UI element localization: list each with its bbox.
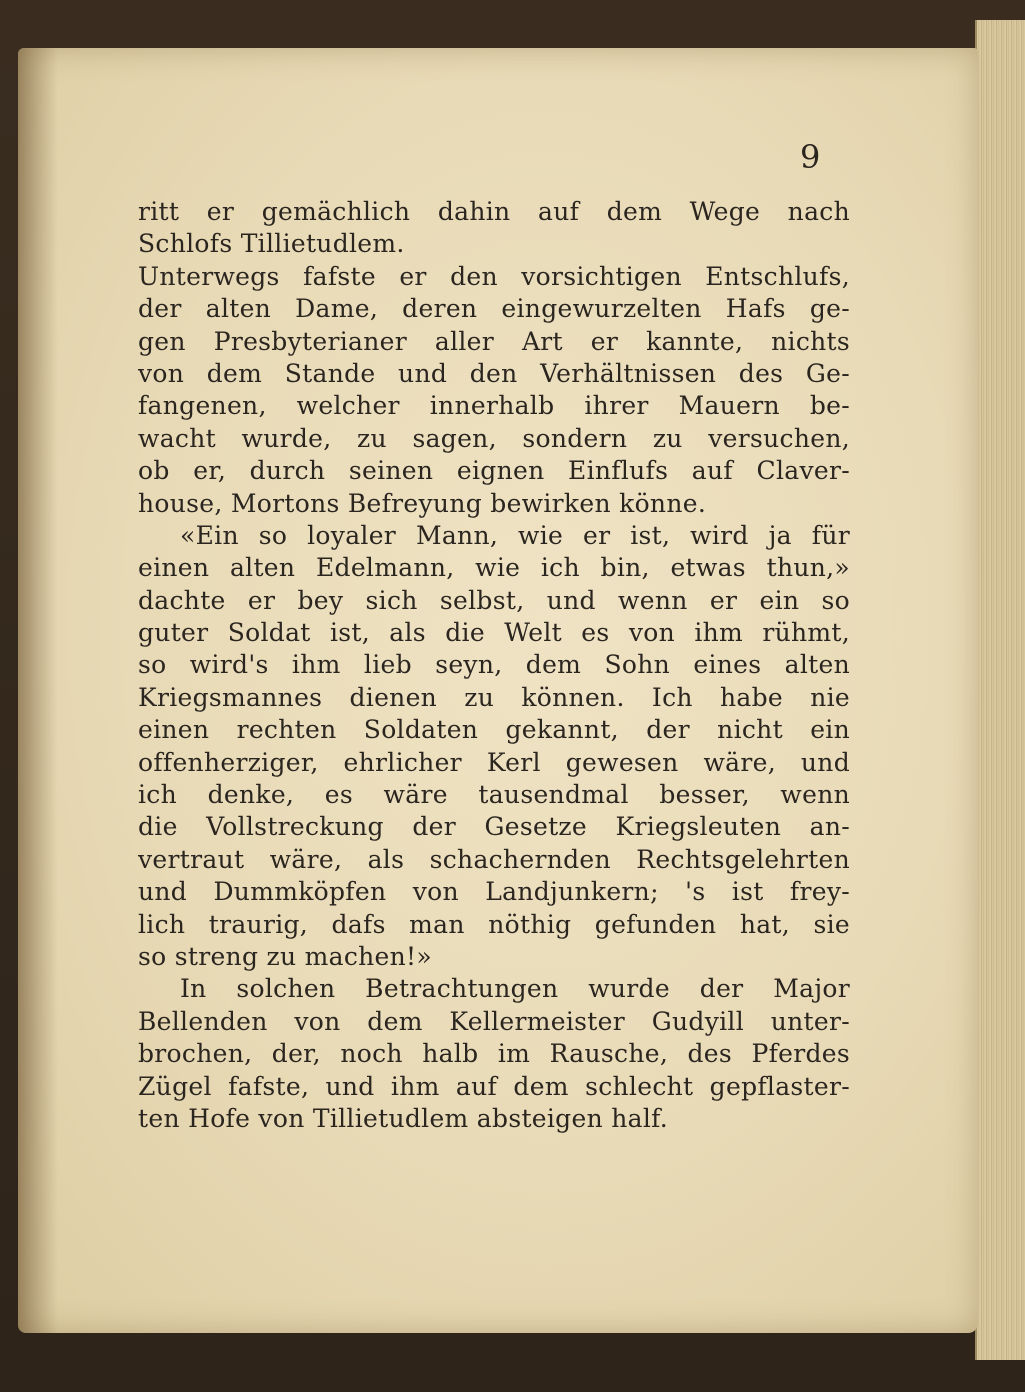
text-line: ritt er gemächlich dahin auf dem Wege nach (138, 197, 850, 226)
text-line: Kriegsmannes dienen zu können. Ich habe nie (138, 682, 850, 712)
body-text (138, 196, 850, 1135)
text-line: von dem Stande und den Verhältnissen des Ge- (138, 358, 850, 388)
text-line: ob er, durch seinen eignen Einflufs auf Claver- (138, 456, 850, 486)
text-line: In solchen Betrachtungen wurde der Major (180, 974, 850, 1004)
text-line: fangenen, welcher innerhalb ihrer Mauern be- (138, 391, 850, 421)
text-line: guter Soldat ist, als die Welt es von ihm rühmt, (138, 618, 850, 648)
text-line: house, Mortons Befreyung bewirken könne. (138, 488, 707, 518)
text-line: die Vollstreckung der Gesetze Kriegsleuten an- (138, 812, 850, 842)
text-line: ten Hofe von Tillietudlem absteigen half. (138, 1103, 669, 1133)
page-number: 9 (800, 138, 821, 176)
text-line: brochen, der, noch halb im Rausche, des Pferdes (138, 1039, 850, 1069)
text-line: und Dummköpfen von Landjunkern; 's ist frey- (138, 877, 850, 907)
text-line: wacht wurde, zu sagen, sondern zu versuchen, (138, 423, 850, 453)
text-line: «Ein so loyaler Mann, wie er ist, wird ja für (180, 520, 850, 550)
text-line: so streng zu machen!» (138, 941, 432, 971)
text-line: der alten Dame, deren eingewurzelten Hafs ge- (138, 294, 850, 324)
text-line: dachte er bey sich selbst, und wenn er ein so (138, 585, 850, 615)
text-line: offenherziger, ehrlicher Kerl gewesen wäre, und (138, 747, 850, 777)
text-line: gen Presbyterianer aller Art er kannte, nichts (138, 326, 850, 356)
text-line: Zügel fafste, und ihm auf dem schlecht gepflaster- (138, 1071, 850, 1101)
page-edges (975, 20, 1025, 1360)
text-line: Unterwegs fafste er den vorsichtigen Entschlufs, (138, 261, 850, 291)
text-line: so wird's ihm lieb seyn, dem Sohn eines alten (138, 650, 850, 680)
text-line: lich traurig, dafs man nöthig gefunden hat, sie (138, 909, 850, 939)
text-line: Schlofs Tillietudlem. (138, 229, 405, 259)
text-line: Bellenden von dem Kellermeister Gudyill unter- (138, 1006, 850, 1036)
text-line: einen rechten Soldaten gekannt, der nicht ein (138, 715, 850, 745)
text-line: ich denke, es wäre tausendmal besser, wenn (138, 780, 850, 810)
binding-gutter (18, 48, 58, 1333)
text-line: vertraut wäre, als schachernden Rechtsgelehrten (138, 844, 850, 874)
text-line: einen alten Edelmann, wie ich bin, etwas thun,» (138, 553, 850, 583)
